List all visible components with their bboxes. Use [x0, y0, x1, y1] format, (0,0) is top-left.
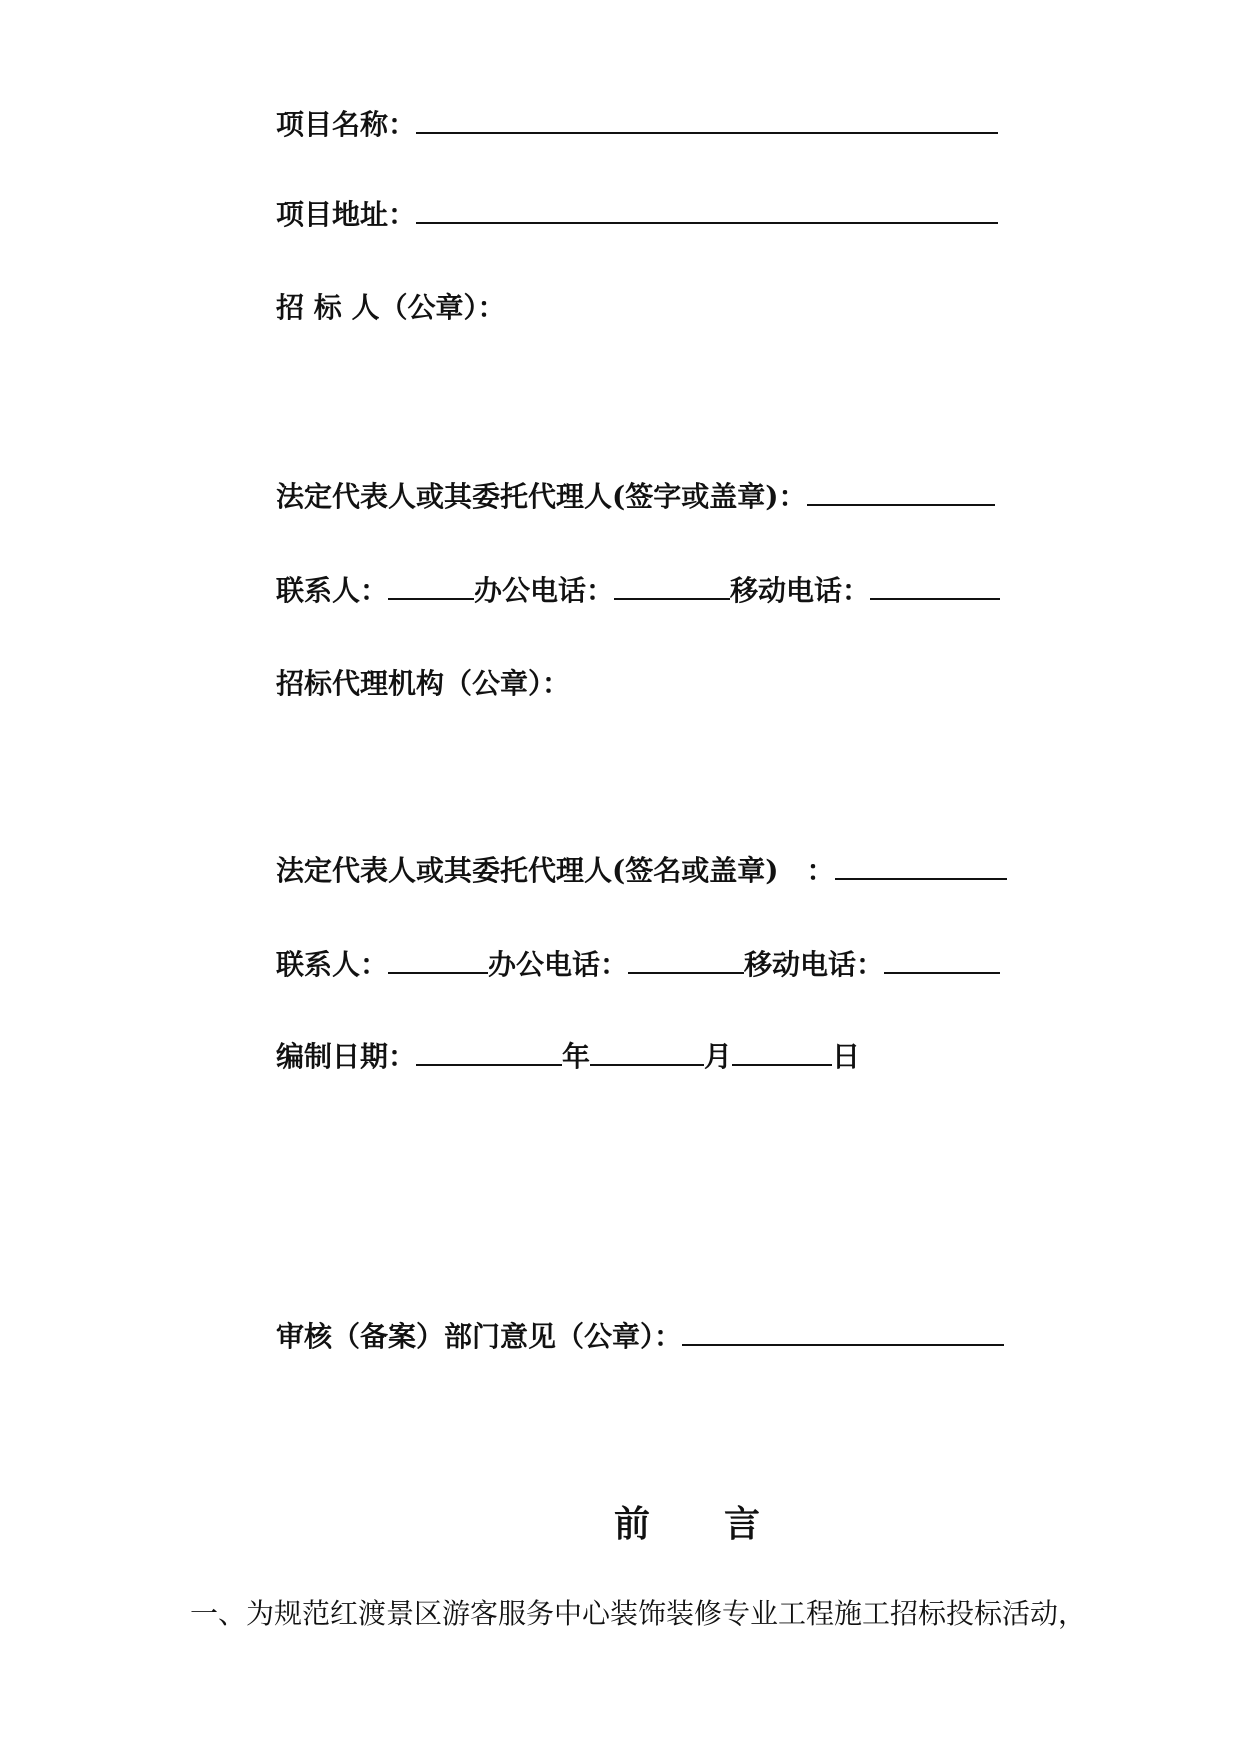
office-phone-1-blank[interactable]: [614, 572, 730, 600]
project-name-row: [276, 106, 998, 142]
contact-2-label: 联系人：: [276, 948, 389, 981]
tenderer-row: [276, 290, 506, 326]
review-label: 审核（备案）部门意见（公章）：: [276, 1320, 683, 1353]
legal-rep-2-row: [276, 852, 1007, 888]
legal-rep-1-row: [276, 478, 995, 514]
contact-2-blank[interactable]: [388, 946, 488, 974]
date-label: 编制日期：: [276, 1040, 417, 1073]
office-phone-2-blank[interactable]: [628, 946, 744, 974]
preface-title-part2: 言: [724, 1503, 761, 1545]
preface-title-part1: 前: [614, 1503, 651, 1545]
contact-1-label: 联系人：: [276, 574, 389, 607]
mobile-phone-2-blank[interactable]: [884, 946, 1000, 974]
project-address-label: 项目地址：: [276, 198, 417, 231]
project-name-blank[interactable]: [416, 106, 998, 134]
office-phone-1-label: 办公电话：: [474, 574, 615, 607]
legal-rep-1-blank[interactable]: [807, 478, 995, 506]
agency-label: 招标代理机构（公章）：: [276, 667, 571, 700]
month-label: 月: [704, 1040, 733, 1073]
day-blank[interactable]: [732, 1038, 832, 1066]
agency-row: [276, 666, 570, 702]
mobile-phone-1-label: 移动电话：: [730, 574, 871, 607]
project-address-row: [276, 196, 998, 232]
tenderer-label: 招 标 人（公章）：: [276, 291, 506, 324]
legal-rep-2-blank[interactable]: [835, 852, 1007, 880]
legal-rep-1-label: 法定代表人或其委托代理人(签字或盖章)：: [276, 480, 807, 513]
day-label: 日: [832, 1040, 861, 1073]
mobile-phone-2-label: 移动电话：: [744, 948, 885, 981]
contact-1-row: [276, 572, 1000, 608]
date-row: [276, 1038, 860, 1074]
office-phone-2-label: 办公电话：: [488, 948, 629, 981]
month-blank[interactable]: [590, 1038, 704, 1066]
preface-paragraph: 一、为规范红渡景区游客服务中心装饰装修专业工程施工招标投标活动，: [190, 1597, 1087, 1630]
mobile-phone-1-blank[interactable]: [870, 572, 1000, 600]
legal-rep-2-label: 法定代表人或其委托代理人(签名或盖章) ：: [276, 854, 835, 887]
year-blank[interactable]: [416, 1038, 562, 1066]
review-row: [276, 1318, 1004, 1354]
contact-1-blank[interactable]: [388, 572, 474, 600]
review-blank[interactable]: [682, 1318, 1004, 1346]
project-name-label: 项目名称：: [276, 108, 417, 141]
year-label: 年: [562, 1040, 591, 1073]
preface-title: [614, 1502, 760, 1546]
project-address-blank[interactable]: [416, 196, 998, 224]
contact-2-row: [276, 946, 1000, 982]
